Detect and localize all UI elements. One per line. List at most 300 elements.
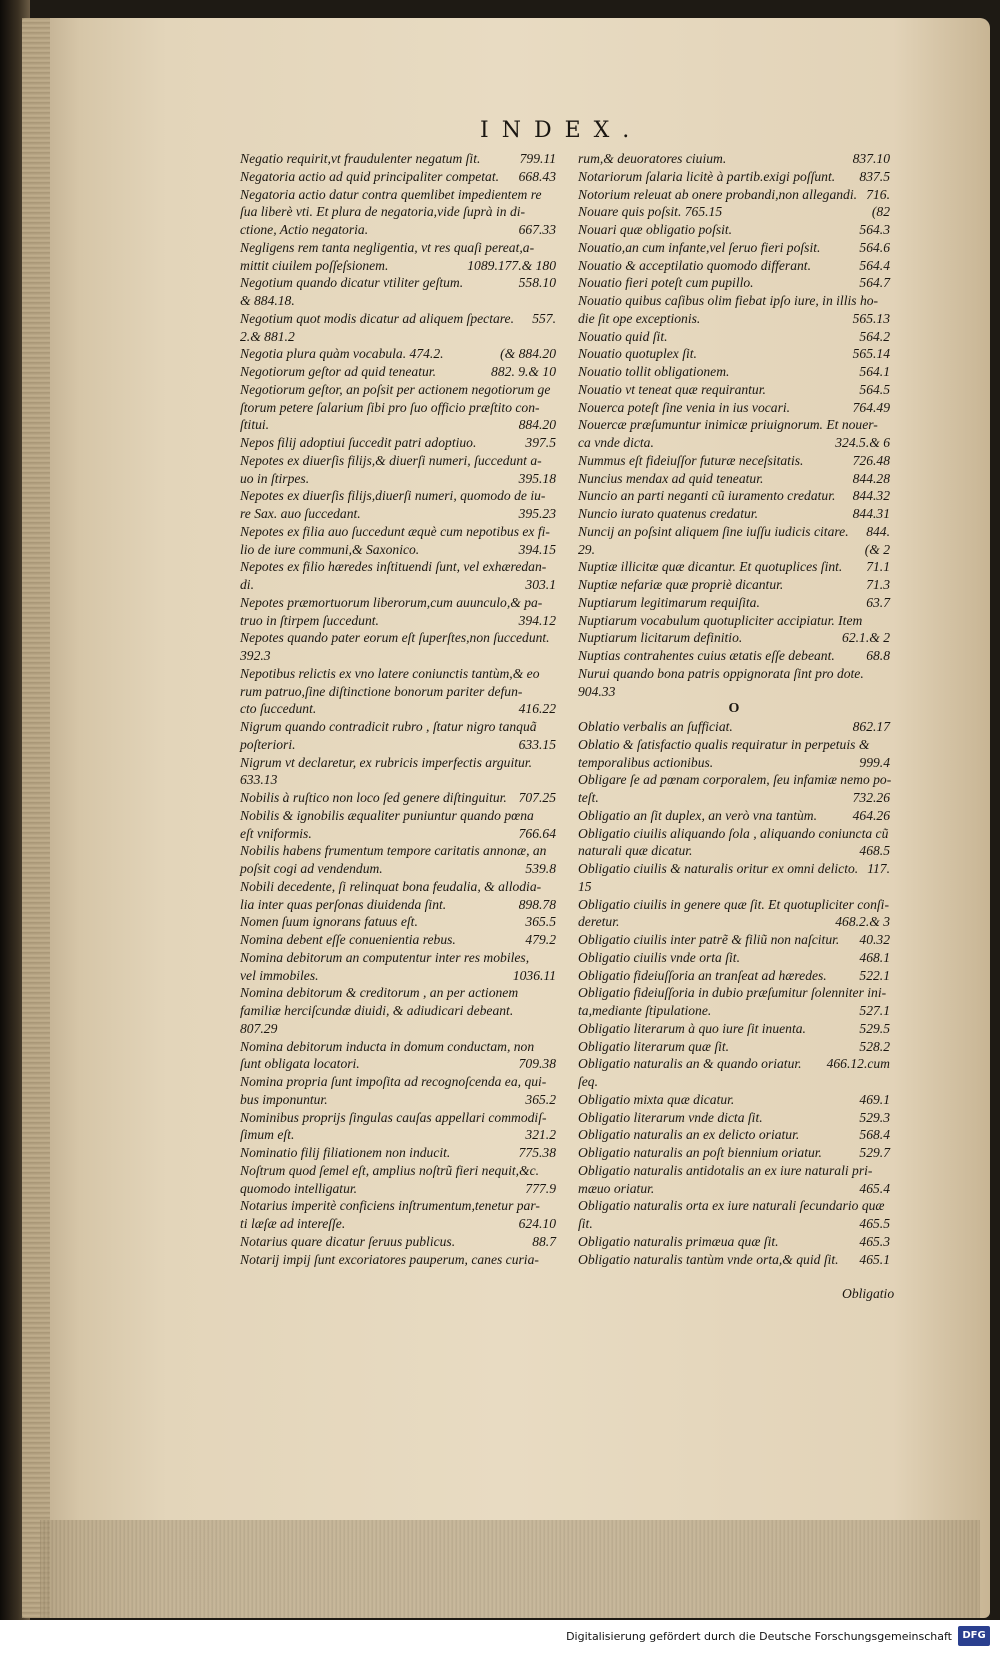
index-entry [578, 612, 890, 630]
entry-reference: 40.32 [859, 932, 890, 947]
entry-text: Nobilis habens frumentum tempore caritatis annonæ, an [240, 843, 547, 859]
entry-text: 633.13 [240, 772, 278, 788]
footer-bar [0, 1620, 1000, 1654]
index-entry [578, 1109, 890, 1127]
entry-text: die ſit ope exceptionis. [578, 310, 701, 326]
entry-reference: 88.7 [532, 1233, 556, 1249]
entry-text: Nouatio tollit obligationem. [578, 364, 730, 379]
index-entry [240, 150, 556, 168]
entry-text: Nuncio iurato quatenus credatur. [578, 506, 758, 521]
entry-text: Nominibus proprijs ſingulas cauſas appellari commodiſ- [240, 1109, 547, 1125]
entry-reference: 365.5 [525, 914, 556, 930]
entry-reference: 564.1 [859, 364, 890, 379]
entry-text: Nouatio & acceptilatio quomodo differant. [578, 257, 811, 273]
index-entry [578, 949, 890, 967]
index-column-right [578, 150, 890, 1268]
entry-text: Nouatio quotuplex ſit. [578, 346, 697, 362]
entry-reference: 464.26 [852, 807, 890, 823]
entry-text: Obligatio naturalis tantùm vnde orta,& quid ſit. [578, 1251, 839, 1267]
index-entry [578, 771, 890, 789]
entry-text: quomodo intelligatur. [240, 1180, 358, 1196]
entry-reference: 709.38 [518, 1056, 556, 1072]
index-entry [578, 470, 890, 488]
index-entry [240, 878, 556, 896]
index-entry [240, 612, 556, 630]
entry-text: Obligatio ciuilis vnde orta ſit. [578, 949, 740, 965]
entry-text: Nomina debent eſſe conuenientia rebus. [240, 932, 456, 947]
index-entry [240, 789, 556, 807]
entry-reference: 633.15 [518, 736, 556, 752]
entry-text: Nuptiarum vocabulum quotupliciter accipiatur. Item [578, 612, 863, 628]
entry-text: Negatio requirit,vt fraudulenter negatum ſit. [240, 151, 481, 166]
entry-reference: 71.1 [866, 559, 890, 575]
entry-text: ſua liberè vti. Et plura de negatoria,vide ſuprà in di- [240, 204, 526, 220]
entry-text: Nouari quæ obligatio poſsit. [578, 222, 733, 237]
index-entry [240, 594, 556, 612]
entry-text: Nigrum quando contradicit rubro , ſtatur nigro tanquã [240, 719, 537, 734]
entry-text: poſsit cogi ad vendendum. [240, 861, 383, 876]
entry-reference: 63.7 [866, 594, 890, 610]
entry-text: lia inter quas perſonas diuidenda ſint. [240, 896, 447, 912]
entry-reference: 564.3 [859, 222, 890, 237]
index-entry [240, 967, 556, 985]
index-entry [240, 931, 556, 949]
index-entry [578, 1073, 890, 1091]
index-entry [240, 328, 556, 346]
index-entry [578, 754, 890, 772]
entry-text: Nuptiarum licitarum definitio. [578, 630, 743, 646]
entry-text: Obligatio naturalis antidotalis an ex iure naturali pri- [578, 1162, 873, 1178]
catchword: Obligatio [842, 1286, 895, 1301]
entry-reference: (82 [871, 204, 890, 220]
entry-reference: 799.11 [519, 151, 556, 166]
entry-text: Nuncij an poſsint aliquem ſine iuſſu iudicis citare. [578, 523, 849, 539]
index-entry [240, 736, 556, 754]
entry-text: 392.3 [240, 648, 271, 663]
entry-text: Nomina debitorum inducta in domum conductam, non [240, 1038, 535, 1054]
index-entry [240, 1038, 556, 1056]
entry-text: Nurui quando bona patris oppignorata ſint pro dote. [578, 665, 864, 681]
index-entry [240, 825, 556, 843]
entry-text: lio de iure communi,& Saxonico. [240, 541, 420, 557]
entry-text: Obligatio naturalis primæua quæ ſit. [578, 1233, 779, 1249]
entry-text: Obligatio mixta quæ dicatur. [578, 1091, 735, 1107]
entry-reference: 844.31 [852, 506, 890, 521]
entry-text: Nepotes quando pater eorum eſt ſuperſtes,non ſuccedunt. [240, 630, 550, 646]
index-entry [240, 363, 556, 381]
index-entry [578, 221, 890, 239]
entry-text: re Sax. auo ſuccedant. [240, 506, 361, 521]
index-entry [240, 221, 556, 239]
index-entry [240, 523, 556, 541]
index-entry [578, 1020, 890, 1038]
entry-reference: 365.2 [525, 1091, 556, 1107]
index-entry [240, 186, 556, 204]
entry-reference: 844.32 [852, 488, 890, 504]
index-entry [578, 878, 890, 896]
index-entry [578, 150, 890, 168]
index-entry [240, 274, 556, 292]
entry-text: Notorium releuat ab onere probandi,non allegandi. [578, 186, 858, 202]
entry-text: Negotium quot modis dicatur ad aliquem ſpectare. [240, 310, 514, 326]
entry-text: Nobilis & ignobilis æqualiter puniuntur quando pœna [240, 807, 534, 823]
entry-reference: 117. [867, 861, 890, 876]
entry-text: di. [240, 577, 254, 592]
index-entry [578, 1233, 890, 1251]
index-entry [578, 683, 890, 701]
entry-text: Obligatio ciuilis in genere quæ ſit. Et quotupliciter conſi- [578, 896, 889, 912]
entry-text: Obligatio literarum à quo iure ſit inuenta. [578, 1020, 806, 1036]
entry-reference: 568.4 [859, 1127, 890, 1143]
index-entry [240, 1002, 556, 1020]
entry-text: Nobilis à ruſtico non loco ſed genere diſtinguitur. [240, 790, 507, 805]
entry-text: mittit ciuilem poſſeſsionem. [240, 257, 389, 273]
entry-reference: 466.12.cum [826, 1056, 890, 1072]
index-entry [240, 576, 556, 594]
index-entry [578, 381, 890, 399]
index-entry [578, 825, 890, 843]
entry-text: Negatoria actio ad quid principaliter competat. [240, 168, 500, 184]
index-entry [578, 967, 890, 985]
index-entry [240, 292, 556, 310]
entry-text: Notarius imperitè conficiens inſtrumentum,tenetur par- [240, 1198, 540, 1214]
index-entry [578, 1091, 890, 1109]
index-entry [578, 1002, 890, 1020]
entry-text: & 884.18. [240, 293, 295, 308]
entry-text: 904.33 [578, 683, 616, 699]
index-entry [578, 345, 890, 363]
entry-text: ctione, Actio negatoria. [240, 222, 369, 237]
index-entry [578, 807, 890, 825]
index-entry [578, 1251, 890, 1269]
index-entry [578, 1215, 890, 1233]
index-entry [578, 931, 890, 949]
entry-text: naturali quæ dicatur. [578, 843, 693, 859]
entry-text: Nepotes ex filia auo ſuccedunt æquè cum nepotibus ex fi- [240, 523, 550, 539]
entry-text: poſteriori. [240, 736, 296, 752]
index-entry [240, 683, 556, 701]
entry-text: Notarius quare dicatur ſeruus publicus. [240, 1233, 456, 1249]
index-entry [240, 257, 556, 275]
entry-reference: 479.2 [525, 932, 556, 947]
index-entry [240, 913, 556, 931]
entry-text: Obligatio an ſit duplex, an verò vna tantùm. [578, 807, 817, 823]
entry-reference: 667.33 [518, 222, 556, 237]
index-entry [240, 434, 556, 452]
entry-reference: 303.1 [525, 577, 556, 592]
entry-reference: 624.10 [518, 1216, 556, 1231]
entry-text: Nouare quis poſsit. 765.15 [578, 204, 723, 220]
entry-text: 15 [578, 878, 592, 894]
entry-text: 2.& 881.2 [240, 328, 295, 344]
entry-reference: 557. [532, 310, 556, 326]
entry-text: Obligare ſe ad pœnam corporalem, ſeu infamiæ nemo po- [578, 772, 892, 788]
index-entry [578, 452, 890, 470]
entry-text: Nepotes præmortuorum liberorum,cum auunculo,& pa- [240, 594, 543, 610]
entry-reference: 527.1 [859, 1003, 890, 1018]
index-entry [578, 665, 890, 683]
entry-reference: 1089.177.& 180 [467, 257, 556, 273]
entry-reference: 668.43 [518, 168, 556, 184]
entry-text: Nuncius mendax ad quid teneatur. [578, 470, 764, 486]
entry-reference: 558.10 [518, 275, 556, 291]
index-column-left [240, 150, 556, 1268]
entry-reference: 62.1.& 2 [842, 630, 890, 646]
entry-text: Negotium quando dicatur vtiliter geſtum. [240, 275, 464, 291]
entry-reference: 395.18 [518, 470, 556, 486]
index-entry [578, 541, 890, 559]
index-entry [240, 399, 556, 417]
index-entry [240, 1020, 556, 1038]
entry-text: ta,mediante ſtipulatione. [578, 1003, 712, 1018]
entry-text: temporalibus actionibus. [578, 754, 714, 770]
entry-text: ſunt obligata locatori. [240, 1056, 360, 1072]
entry-text: Nominatio filij filiationem non inducit. [240, 1145, 451, 1160]
entry-text: Nepotibus relictis ex vno latere coniunctis tantùm,& eo [240, 665, 540, 681]
entry-reference: 764.49 [852, 399, 890, 415]
entry-reference: 71.3 [866, 577, 890, 592]
entry-text: 807.29 [240, 1020, 278, 1036]
entry-text: Nomina propria ſunt impoſita ad recognoſcenda ea, qui- [240, 1074, 547, 1089]
section-letter: O [728, 701, 740, 717]
entry-text: Nummus eſt fideiuſſor futuræ neceſsitatis. [578, 452, 804, 468]
entry-text: ſtorum petere ſalarium ſibi pro ſuo officio præſtito con- [240, 399, 540, 415]
entry-text: Nuptias contrahentes cuius ætatis eſſe debeant. [578, 648, 835, 663]
entry-text: Nuptiæ illicitæ quæ dicantur. Et quotuplices ſint. [578, 559, 843, 575]
entry-text: Notariorum ſalaria licitè à partib.exigi poſſunt. [578, 168, 836, 184]
index-entry [578, 896, 890, 914]
index-entry [240, 1162, 556, 1180]
entry-text: Obligatio naturalis an poſt biennium oriatur. [578, 1145, 822, 1160]
index-entry [578, 576, 890, 594]
entry-reference: 999.4 [859, 754, 890, 770]
index-entry [240, 1109, 556, 1127]
entry-text: ſimum eſt. [240, 1127, 295, 1143]
index-entry [578, 292, 890, 310]
index-entry [578, 1162, 890, 1180]
index-entry [578, 594, 890, 612]
index-entry [240, 1126, 556, 1144]
index-entry [578, 203, 890, 221]
entry-text: Oblatio & ſatisfactio qualis requiratur in perpetuis & [578, 736, 870, 752]
index-entry [240, 896, 556, 914]
index-entry [240, 949, 556, 967]
entry-text: Nouercæ præſumuntur inimicæ priuignorum. Et nouer- [578, 417, 878, 433]
entry-reference: 732.26 [852, 790, 890, 805]
entry-text: Nigrum vt declaretur, ex rubricis imperfectis arguitur. [240, 754, 532, 770]
entry-text: ca vnde dicta. [578, 435, 654, 450]
entry-text: Nouatio quid ſit. [578, 328, 668, 344]
entry-reference: 528.2 [859, 1038, 890, 1054]
index-entry [578, 274, 890, 292]
entry-reference: 465.5 [859, 1216, 890, 1231]
entry-text: Negotiorum geſtor ad quid teneatur. [240, 364, 436, 379]
index-entry [240, 487, 556, 505]
index-entry [240, 416, 556, 434]
index-entry [578, 984, 890, 1002]
entry-text: Negotiorum geſtor, an poſsit per actionem negotiorum ge [240, 381, 551, 397]
index-entry [240, 345, 556, 363]
index-entry [578, 239, 890, 257]
entry-reference: 522.1 [859, 967, 890, 983]
entry-reference: 321.2 [525, 1127, 556, 1143]
entry-reference: 775.38 [518, 1145, 556, 1160]
index-entry [240, 807, 556, 825]
entry-reference: 529.5 [859, 1020, 890, 1036]
entry-text: truo in ſtirpem ſuccedunt. [240, 612, 379, 628]
entry-reference: 465.3 [859, 1233, 890, 1249]
entry-reference: (& 2 [864, 541, 890, 557]
entry-text: ſtitui. [240, 417, 270, 433]
entry-reference: 529.7 [859, 1145, 890, 1160]
index-entry [578, 434, 890, 452]
entry-reference: 468.2.& 3 [835, 914, 890, 930]
index-entry [578, 842, 890, 860]
index-entry [240, 860, 556, 878]
entry-text: Obligatio literarum quæ ſit. [578, 1038, 730, 1054]
entry-text: Nouatio,an cum infante,vel ſeruo fieri poſsit. [578, 239, 821, 255]
index-entry [240, 541, 556, 559]
entry-text: uo in ſtirpes. [240, 470, 310, 486]
index-entry [578, 1055, 890, 1073]
entry-reference: 884.20 [518, 417, 556, 433]
index-entry [578, 487, 890, 505]
index-entry [240, 1251, 556, 1269]
index-entry [240, 505, 556, 523]
index-entry [578, 1126, 890, 1144]
entry-text: Obligatio naturalis an & quando oriatur. [578, 1056, 802, 1072]
index-entry [240, 1073, 556, 1091]
entry-reference: 565.14 [852, 346, 890, 362]
index-entry [240, 1055, 556, 1073]
entry-reference: 777.9 [525, 1180, 556, 1196]
entry-reference: 844.28 [852, 470, 890, 486]
entry-text: Nepos filij adoptiui ſuccedit patri adoptiuo. [240, 435, 477, 450]
index-entry [240, 381, 556, 399]
entry-text: Nepotes ex diuerſis filijs,& diuerſi numeri, ſuccedunt a- [240, 452, 542, 468]
entry-text: Nobili decedente, ſi relinquat bona feudalia, & allodia- [240, 878, 542, 894]
entry-reference: 1036.11 [512, 967, 556, 983]
index-entry [240, 168, 556, 186]
entry-reference: 564.4 [859, 257, 890, 273]
entry-reference: 726.48 [852, 452, 890, 468]
entry-text: cto ſuccedunt. [240, 701, 317, 717]
page-edge-bottom [40, 1520, 980, 1618]
entry-reference: 394.12 [518, 612, 556, 628]
entry-text: Nouatio vt teneat quæ requirantur. [578, 381, 766, 397]
index-entry [578, 257, 890, 275]
entry-text: Nouatio quibus caſibus olim fiebat ipſo iure, in illis ho- [578, 293, 879, 308]
entry-text: ſit. [578, 1216, 593, 1231]
entry-reference: 707.25 [518, 790, 556, 805]
index-entry [240, 1144, 556, 1162]
entry-text: Nepotes ex filio hæredes inſtituendi ſunt, vel exhæredan- [240, 559, 547, 575]
index-entry [240, 647, 556, 665]
entry-reference: 529.3 [859, 1109, 890, 1125]
entry-reference: 465.4 [859, 1180, 890, 1196]
index-entry [578, 736, 890, 754]
index-entry [240, 984, 556, 1002]
entry-reference: 68.8 [866, 648, 890, 663]
index-entry [578, 328, 890, 346]
index-entry [240, 700, 556, 718]
entry-text: deretur. [578, 914, 620, 930]
entry-reference: 766.64 [518, 825, 556, 841]
entry-text: Obligatio fideiuſſoria an tranſeat ad hæredes. [578, 967, 827, 983]
entry-text: Oblatio verbalis an ſufficiat. [578, 719, 733, 734]
entry-text: familiæ herciſcundæ diuidi, & adiudicari debeant. [240, 1003, 514, 1018]
entry-text: 29. [578, 541, 595, 557]
index-entry [240, 1091, 556, 1109]
entry-reference: 468.5 [859, 843, 890, 859]
entry-text: Obligatio literarum vnde dicta ſit. [578, 1109, 763, 1125]
index-entry [578, 558, 890, 576]
index-entry [240, 718, 556, 736]
entry-reference: 539.8 [525, 861, 556, 876]
index-entry [240, 1233, 556, 1251]
entry-text: Obligatio ciuilis aliquando ſola , aliquando coniuncta cũ [578, 825, 889, 841]
entry-reference: 395.23 [518, 506, 556, 521]
index-entry [240, 558, 556, 576]
index-entry [240, 310, 556, 328]
index-entry [578, 913, 890, 931]
entry-reference: 564.7 [859, 275, 890, 291]
index-entry [240, 1180, 556, 1198]
entry-reference: 397.5 [525, 435, 556, 450]
index-entry [240, 1215, 556, 1233]
index-entry [578, 168, 890, 186]
entry-text: Obligatio ciuilis inter patrẽ & filiũ non naſcitur. [578, 932, 840, 947]
index-entry [578, 186, 890, 204]
entry-reference: 469.1 [859, 1091, 890, 1107]
entry-reference: 882. 9.& 10 [491, 364, 556, 379]
entry-reference: 837.10 [852, 151, 890, 166]
entry-text: Obligatio ciuilis & naturalis oritur ex omni delicto. [578, 861, 859, 876]
entry-text: Notarij impij ſunt excoriatores pauperum, canes curia- [240, 1251, 539, 1267]
entry-reference: 564.2 [859, 328, 890, 344]
index-entry [578, 310, 890, 328]
entry-text: eſt vniformis. [240, 825, 312, 841]
entry-reference: 324.5.& 6 [835, 435, 890, 450]
page-edge-left [22, 18, 50, 1618]
entry-text: rum,& deuoratores ciuium. [578, 151, 727, 166]
entry-text: ſeq. [578, 1074, 599, 1089]
entry-text: ti læſæ ad intereſſe. [240, 1216, 346, 1231]
index-entry [578, 629, 890, 647]
entry-text: mæuo oriatur. [578, 1180, 655, 1196]
index-entry [578, 505, 890, 523]
entry-text: Obligatio fideiuſſoria in dubio præſumitur ſolenniter ini- [578, 985, 887, 1001]
index-entry [578, 416, 890, 434]
index-entry [240, 452, 556, 470]
entry-text: Nouerca poteſt ſine venia in ius vocari. [578, 399, 791, 415]
index-entry [240, 203, 556, 221]
entry-reference: 837.5 [859, 168, 890, 184]
entry-text: Nouatio fieri poteſt cum pupillo. [578, 275, 754, 291]
entry-reference: 862.17 [852, 719, 890, 734]
index-entry [240, 771, 556, 789]
entry-reference: 416.22 [518, 701, 556, 717]
page-header: INDEX. [480, 118, 643, 143]
entry-reference: 465.1 [859, 1251, 890, 1267]
entry-reference: 468.1 [859, 949, 890, 965]
entry-text: Obligatio naturalis an ex delicto oriatur. [578, 1127, 800, 1143]
entry-text: Negotia plura quàm vocabula. 474.2. [240, 346, 444, 362]
entry-reference: 898.78 [518, 896, 556, 912]
entry-text: bus imponuntur. [240, 1091, 328, 1107]
index-entry [578, 1038, 890, 1056]
index-entry [578, 718, 890, 736]
